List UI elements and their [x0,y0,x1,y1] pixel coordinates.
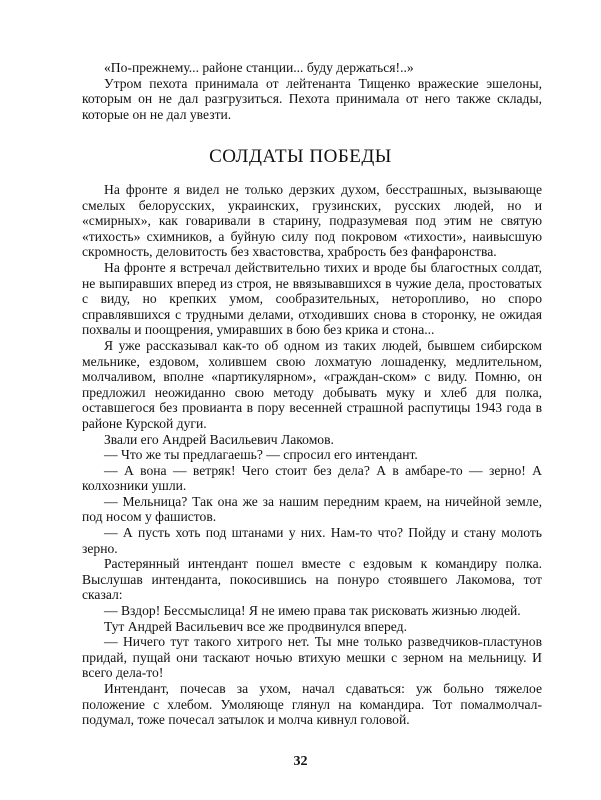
paragraph: Утром пехота принимала от лейтенанта Тищенко вражеские эшелоны, которым он не дал разгрузиться. Пехота принимала от него также склады, которые он не дал увезти. [82,75,542,122]
dialogue-line: — А пусть хоть под штанами у них. Нам-то что? Пойду и стану молоть зерно. [82,525,542,556]
dialogue-line: — Вздор! Бессмыслица! Я не имею права так рисковать жизнью людей. [104,603,521,619]
dialogue-line: — А вона — ветряк! Чего стоит без дела? А в амбаре-то — зерно! А колхозники ушли. [82,462,542,494]
paragraph: «По-прежнему... районе станции... буду держаться!..» [104,60,414,75]
paragraph: Интендант, почесав за ухом, начал сдаваться: уж больно тяжелое положение с хлебом. Умоляюще глянул на командира. Тот помалмолчал-подумал, тоже почесал затылок и молча кивнул головой. [82,681,542,728]
page-number: 32 [293,754,308,769]
dialogue-line: — Ничего тут такого хитрого нет. Ты мне только разведчиков-пластунов придай, пущай они таскают ночью втихую мешки с зерном на мельницу. И всего дела-то! [82,634,542,681]
paragraph: Тут Андрей Васильевич все же продвинулся вперед. [104,618,407,634]
paragraph: На фронте я встречал действительно тихих и вроде бы благостных солдат, не выпиравших вперед из строя, не ввязывавшихся в чужие дела, простоватых с виду, но крепких умом, сообразительных, неторопливо, но споро справлявшихся с трудными делами, отходивших снова в сторонку, не ожидая похвалы и поощрения, умиравших в бою без крика и стона... [82,259,542,338]
paragraph: Я уже рассказывал как-то об одном из таких людей, бывшем сибирском мельнике, ездовом, холившем свою лохматую лошаденку, медлительном, молчаливом, вполне «партикулярном», «граждан-ском» с виду. Помню, он предложил неожиданно свою методу добывать муку и хлеб для полка, оставшегося без провианта в пору весенней страшной распутицы 1943 года в районе Курской дуги. [82,337,542,431]
paragraph: Растерянный интендант пошел вместе с ездовым к командиру полка. Выслушав интенданта, покосившись на понуро стоявшего Лакомова, тот сказал: [82,556,542,603]
paragraph: На фронте я видел не только дерзких духом, бесстрашных, вызывающе смелых белорусских, украинских, грузинских, русских людей, но и «смирных», как говаривали в старину, подразумевая под этим не святую «тихость» схимников, а буйную силу под покровом «тихости», наивысшую скромность, деловитость без хвастовства, храбрость без фанфаронства. [82,182,542,260]
section-title: СОЛДАТЫ ПОБЕДЫ [209,146,392,167]
dialogue-line: — Мельница? Так она же за нашим передним краем, на ничейной земле, под носом у фашистов. [82,493,542,525]
dialogue-line: — Что же ты предлагаешь? — спросил его интендант. [104,447,418,463]
section-body [82,182,542,728]
paragraph: Звали его Андрей Васильевич Лакомов. [104,431,334,447]
previous-chapter-ending [82,60,542,122]
